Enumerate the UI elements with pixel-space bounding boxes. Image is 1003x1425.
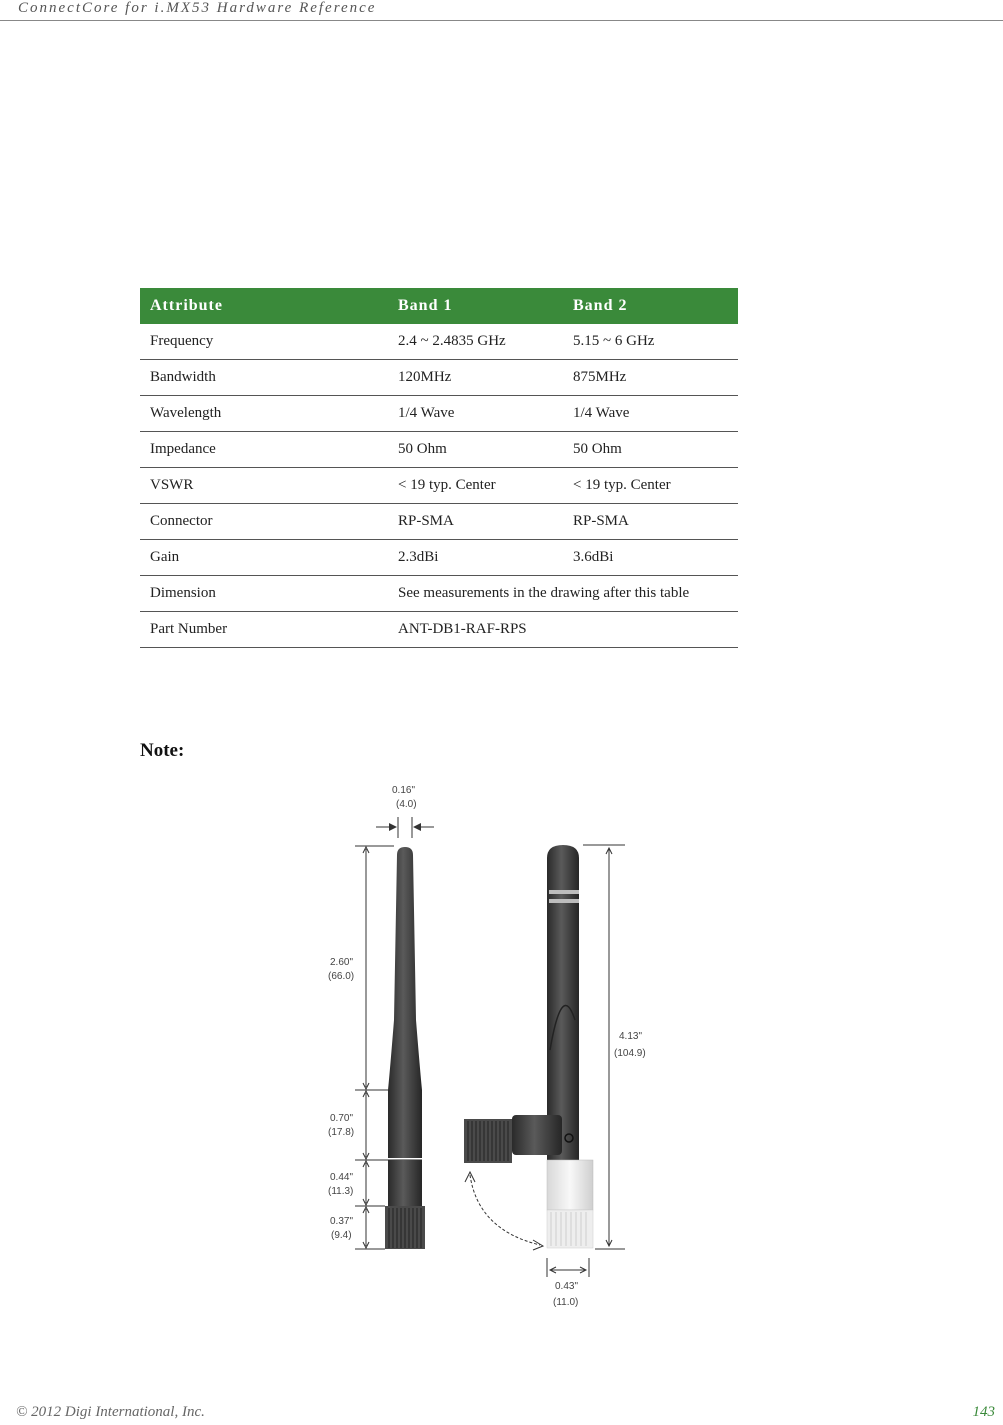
table-cell: See measurements in the drawing after this table — [388, 576, 738, 612]
total-len-in: 4.13" — [619, 1031, 643, 1042]
base-width-in: 0.43" — [555, 1281, 579, 1292]
articulated-antenna — [464, 845, 593, 1250]
table-row — [140, 432, 738, 468]
column-header: Band 1 — [388, 288, 563, 324]
table-cell: 50 Ohm — [388, 432, 563, 468]
mid-len-in: 0.70" — [330, 1113, 354, 1124]
table-row — [140, 324, 738, 360]
table-cell: 3.6dBi — [563, 540, 738, 576]
table-cell: Dimension — [140, 576, 388, 612]
table-cell: Impedance — [140, 432, 388, 468]
table-cell: Wavelength — [140, 396, 388, 432]
table-row — [140, 612, 738, 648]
table-row — [140, 504, 738, 540]
table-cell: VSWR — [140, 468, 388, 504]
copyright: © 2012 Digi International, Inc. — [16, 1404, 205, 1420]
running-header: ConnectCore for i.MX53 Hardware Reference — [18, 0, 377, 16]
total-len-mm: (104.9) — [614, 1048, 646, 1059]
table-cell: ANT-DB1-RAF-RPS — [388, 612, 738, 648]
header-rule — [0, 20, 1003, 21]
table-row — [140, 540, 738, 576]
lower-len-in: 0.44" — [330, 1172, 354, 1183]
table-cell: Connector — [140, 504, 388, 540]
note-label: Note: — [140, 740, 185, 761]
table-header-row — [140, 288, 738, 324]
lower-len-mm: (11.3) — [328, 1186, 354, 1197]
table-cell: 1/4 Wave — [388, 396, 563, 432]
mid-len-mm: (17.8) — [328, 1127, 355, 1138]
table-cell: 1/4 Wave — [563, 396, 738, 432]
base-len-in: 0.37" — [330, 1216, 354, 1227]
table-cell: 120MHz — [388, 360, 563, 396]
table-cell: Bandwidth — [140, 360, 388, 396]
table-cell: 5.15 ~ 6 GHz — [563, 324, 738, 360]
page-number: 143 — [972, 1404, 995, 1420]
column-header: Band 2 — [563, 288, 738, 324]
table-cell: 875MHz — [563, 360, 738, 396]
base-width-mm: (11.0) — [553, 1297, 579, 1308]
table-cell: < 19 typ. Center — [563, 468, 738, 504]
antenna-dimension-drawing — [300, 780, 700, 1315]
table-cell: RP-SMA — [563, 504, 738, 540]
straight-antenna — [385, 847, 425, 1249]
table-row — [140, 396, 738, 432]
table-cell: 2.4 ~ 2.4835 GHz — [388, 324, 563, 360]
table-row — [140, 468, 738, 504]
table-cell: Frequency — [140, 324, 388, 360]
tip-width-in: 0.16" — [392, 785, 416, 796]
table-row — [140, 360, 738, 396]
base-len-mm: (9.4) — [331, 1230, 352, 1241]
table-cell: 50 Ohm — [563, 432, 738, 468]
table-row — [140, 576, 738, 612]
table-cell: RP-SMA — [388, 504, 563, 540]
table-cell: Part Number — [140, 612, 388, 648]
column-header: Attribute — [140, 288, 388, 324]
table-cell: < 19 typ. Center — [388, 468, 563, 504]
upper-len-mm: (66.0) — [328, 971, 355, 982]
antenna-spec-table — [140, 288, 738, 648]
table-cell: Gain — [140, 540, 388, 576]
upper-len-in: 2.60" — [330, 957, 354, 968]
table-cell: 2.3dBi — [388, 540, 563, 576]
tip-width-mm: (4.0) — [396, 799, 417, 810]
